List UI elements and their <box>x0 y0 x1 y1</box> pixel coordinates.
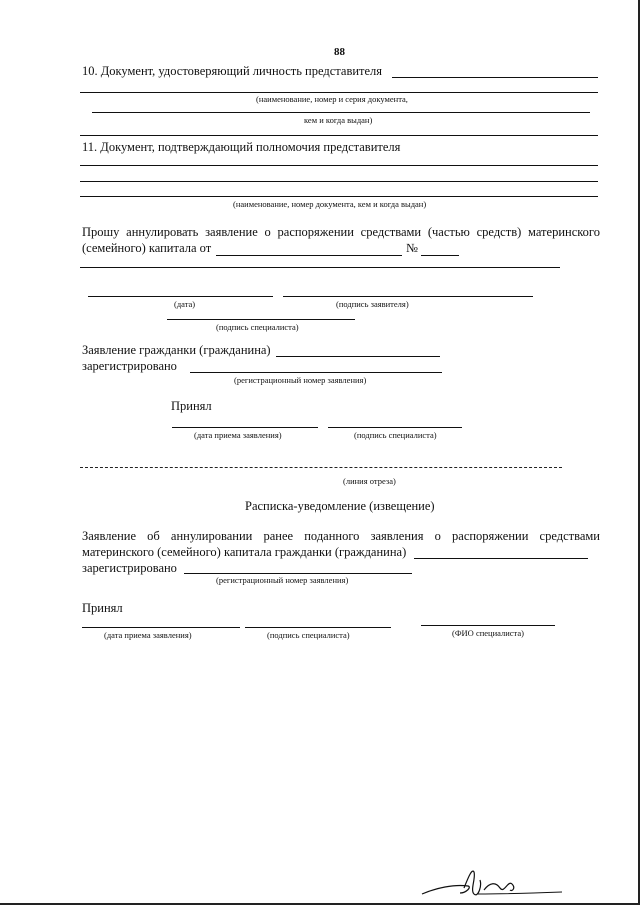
accepted1-sign-line[interactable] <box>328 427 462 428</box>
registration-number-line[interactable] <box>190 372 442 373</box>
handwritten-signature <box>416 860 566 900</box>
applicant-sign-line[interactable] <box>283 296 533 297</box>
receipt-accepted-label: Принял <box>82 601 123 615</box>
request-number-sign: № <box>406 241 418 255</box>
receipt-line-3: зарегистрировано <box>82 561 177 575</box>
date-caption: (дата) <box>174 299 196 309</box>
date-line[interactable] <box>88 296 273 297</box>
section10-line-4[interactable] <box>80 135 598 136</box>
request-number-line[interactable] <box>421 255 459 256</box>
page-number: 88 <box>334 46 345 58</box>
cut-line-caption: (линия отреза) <box>343 476 396 486</box>
section10-caption-1: (наименование, номер и серия документа, <box>256 94 408 104</box>
request-line-3[interactable] <box>80 267 560 268</box>
section11-line-1[interactable] <box>80 165 598 166</box>
receipt-line-1: Заявление об аннулировании ранее поданного заявления о распоряжении средствами <box>82 529 600 543</box>
receipt-sign-caption: (подпись специалиста) <box>267 630 350 640</box>
receipt-citizen-line[interactable] <box>414 558 588 559</box>
receipt-fio-caption: (ФИО специалиста) <box>452 628 524 638</box>
request-date-line[interactable] <box>216 255 402 256</box>
section11-line-2[interactable] <box>80 181 598 182</box>
cut-line <box>80 467 562 468</box>
specialist-sign-caption: (подпись специалиста) <box>216 322 299 332</box>
section11-title: 11. Документ, подтверждающий полномочия представителя <box>82 140 401 154</box>
section10-title: 10. Документ, удостоверяющий личность представителя <box>82 64 383 78</box>
accepted1-sign-caption: (подпись специалиста) <box>354 430 437 440</box>
specialist-sign-line[interactable] <box>167 319 355 320</box>
section10-input-line[interactable] <box>392 77 598 78</box>
receipt-date-line[interactable] <box>82 627 240 628</box>
receipt-number-line[interactable] <box>184 573 412 574</box>
accepted1-date-line[interactable] <box>172 427 318 428</box>
accepted1-label: Принял <box>171 399 212 413</box>
section10-line-2[interactable] <box>80 92 598 93</box>
receipt-title: Расписка-уведомление (извещение) <box>245 499 435 513</box>
receipt-fio-line[interactable] <box>421 625 555 626</box>
section11-caption: (наименование, номер документа, кем и когда выдан) <box>233 199 427 209</box>
receipt-sign-line[interactable] <box>245 627 391 628</box>
registration-line-1: Заявление гражданки (гражданина) <box>82 343 271 357</box>
request-line-1: Прошу аннулировать заявление о распоряжении средствами (частью средств) материнского <box>82 225 600 239</box>
registration-line-2: зарегистрировано <box>82 359 177 373</box>
accepted1-date-caption: (дата приема заявления) <box>194 430 282 440</box>
registration-caption: (регистрационный номер заявления) <box>234 375 367 385</box>
section10-line-3[interactable] <box>92 112 590 113</box>
applicant-sign-caption: (подпись заявителя) <box>336 299 409 309</box>
section10-caption-2: кем и когда выдан) <box>304 115 373 125</box>
registration-citizen-line[interactable] <box>276 356 440 357</box>
receipt-line-2: материнского (семейного) капитала гражданки (гражданина) <box>82 545 407 559</box>
request-line-2: (семейного) капитала от <box>82 241 212 255</box>
section11-line-3[interactable] <box>80 196 598 197</box>
receipt-reg-caption: (регистрационный номер заявления) <box>216 575 349 585</box>
receipt-date-caption: (дата приема заявления) <box>104 630 192 640</box>
